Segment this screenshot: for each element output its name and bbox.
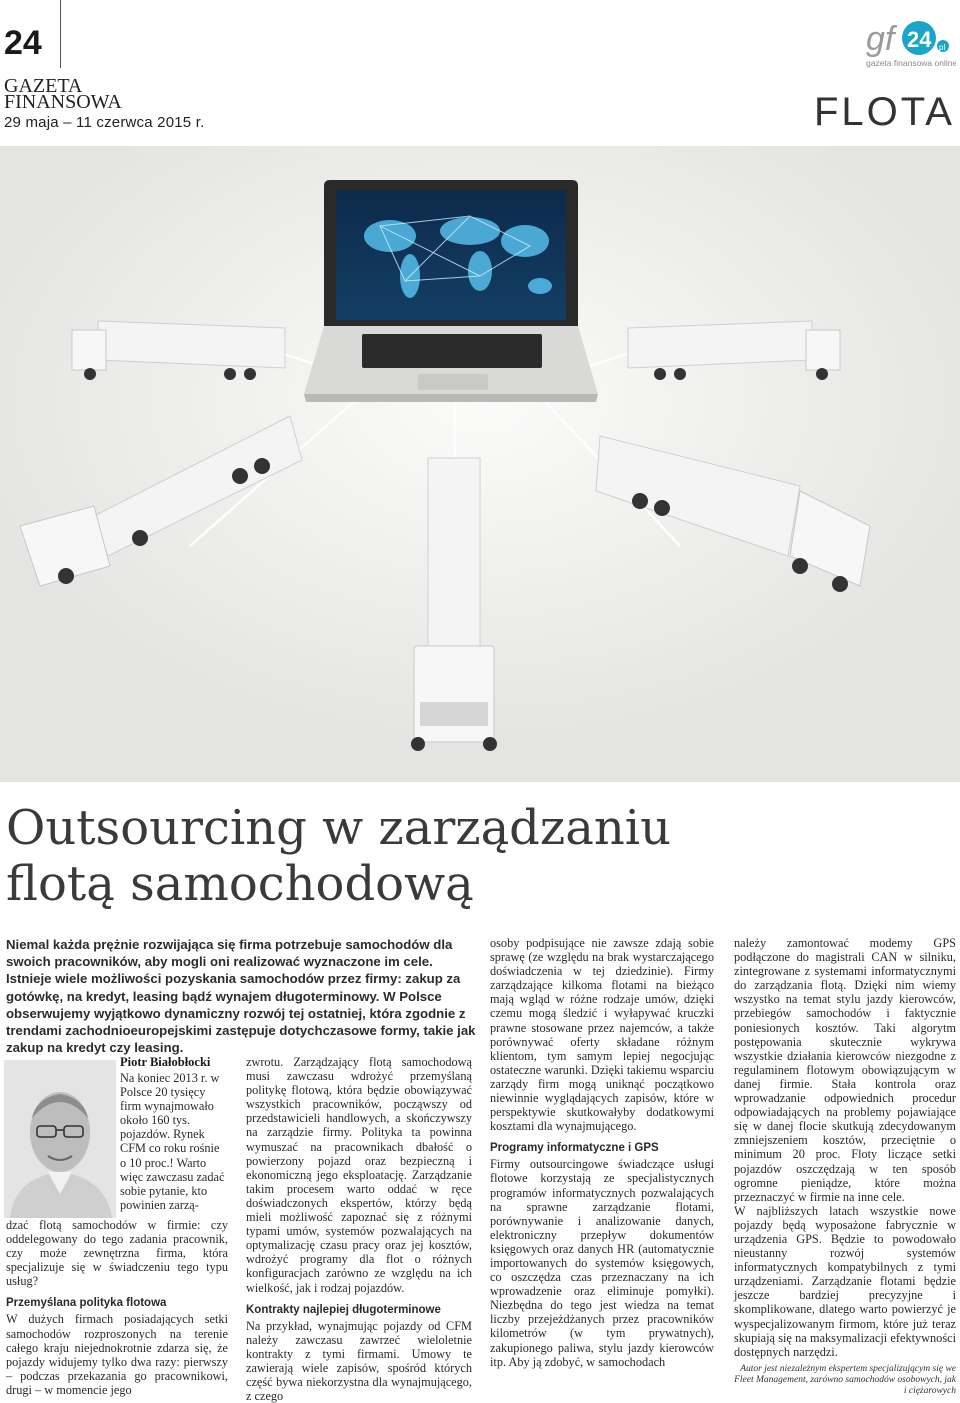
body-paragraph: osoby podpisujące nie zawsze zdają sobie sprawę (ze względu na brak wystarczającego doświadczenia w tej dziedzinie). Firmy zarządzające kilkoma flotami na bieżąco mają wgląd w różne rodzaje umów, dzięki czemu mogą śledzić i wyłapywać kruczki prawne stosowane przez najemców, a także porównywać oferty składane różnym klientom, tym samym lepiej negocjując ostateczne warunki. Dzięki takiemu wsparciu zarządy firm mogą uniknąć początkowo niewinnie wyglądających zapisów, które w perspektywie skutkowałyby dodatkowymi kosztami dla wynajmującego.	[490, 936, 714, 1134]
body-paragraph: Na przykład, wynajmując pojazdy od CFM należy zawczasu zawrzeć wieloletnie kontrakty z tymi firmami. Umowy te zawierają wiele zapisów, spośród których część bywa niekorzystna dla wynajmującego, z czego	[246, 1318, 472, 1403]
gf24-logo	[864, 10, 956, 70]
article-column	[734, 936, 956, 1359]
body-paragraph: W dużych firmach posiadających setki samochodów rozproszonych na terenie całego kraju niejednokrotnie zdarza się, że pojazdy widujemy tylko dwa razy: pierwszy – podczas przekazania go pracownikowi, drugi – w momencie jego	[6, 1312, 228, 1397]
article-subheading: Przemyślana polityka flotowa	[6, 1297, 167, 1310]
svg-text:gazeta finansowa online: gazeta finansowa online	[866, 58, 956, 68]
gf24-logo-icon	[864, 10, 956, 70]
body-paragraph: Na koniec 2013 r. w Polsce 20 tysięcy firm wynajmowało około 160 tys. pojazdów. Rynek CFM co roku rośnie o 10 proc.! Warto więc zawczasu zadać sobie pytanie, kto powinien zarzą-	[120, 1071, 225, 1212]
laptop-trucks-illustration-icon	[0, 146, 960, 782]
author-photo	[4, 1060, 116, 1218]
author-portrait-icon	[4, 1060, 116, 1218]
body-paragraph: dzać flotą samochodów w firmie: czy oddelegowany do tego zadania pracownik, czy może zewnętrzna firma, która specjalizuje się w świadczeniu tego typu usług?	[6, 1218, 228, 1289]
author-bio: Autor jest niezależnym ekspertem specjalizującym się we Fleet Management, zarówno samochodów osobowych, jak i ciężarowych	[734, 1364, 956, 1396]
headline-line: flotą samochodową	[6, 856, 474, 912]
svg-text:gf: gf	[866, 20, 895, 58]
article-lead: Niemal każda prężnie rozwijająca się firma potrzebuje samochodów dla swoich pracowników, aby mogli oni realizować wyznaczone im cele. Istnieje wiele możliwości pozyskania samochodów przez firmy: zakup za gotówkę, na kredyt, leasing bądź wynajem długoterminowy. W Polsce obserwujemy wyjątkowo dynamiczny rozwój tej ostatniej, która zgodnie z trendami zachodnioeuropejskimi zastępuje dotychczasowe formy, takie jak zakup na kredyt czy leasing.	[6, 937, 476, 1056]
article-subheading: Programy informatyczne i GPS	[490, 1142, 659, 1155]
article-subheading: Kontrakty najlepiej długoterminowe	[246, 1303, 441, 1316]
headline-line: Outsourcing w zarządzaniu	[6, 800, 671, 856]
svg-text:pl: pl	[939, 43, 946, 52]
svg-text:24: 24	[907, 27, 932, 52]
article-column	[120, 1071, 228, 1212]
header-divider	[60, 0, 61, 68]
body-paragraph: Firmy outsourcingowe świadczące usługi flotowe korzystają ze specjalistycznych programów informatycznych pozwalających na sprawne zarządzanie flotami, porównywanie i analizowanie danych, elektroniczny przepływ dokumentów księgowych oraz danych HR (automatycznie importowanych do systemów księgowych, co oszczędza czas przeznaczany na ich wprowadzenie oraz eliminuje pomyłki). Niezbędna do tego jest wiedza na temat liczby przejeżdżanych przez pracowników kilometrów (w tym prywatnych), zakupionego paliwa, stylu jazdy kierowców itp. Aby ją zdobyć, w samochodach	[490, 1157, 714, 1369]
masthead-line: FINANSOWA	[4, 91, 122, 113]
body-paragraph: należy zamontować modemy GPS podłączone do magistrali CAN w silniku, zintegrowane z systemami informatycznymi do zarządzania flotą. Dzięki nim wiemy wszystko na temat stylu jazdy kierowców, przebiegów samochodów i faktycznie poniesionych kosztów. Taki algorytm postępowania skutecznie wykrywa wszystkie działania kierowców niezgodne z regulaminem flotowym obowiązującym w danej firmie. Stała kontrola oraz wprowadzanie odpowiednich procedur odpowiadających na problemy pojawiające się w danej flocie skutkują zdecydowanym zmniejszeniem kosztów, przeciętnie o minimum 20 proc. Floty liczące setki pojazdów oszczędzają w ten sposób ogromne pieniądze, które można przeznaczyć w firmie na inne cele.	[734, 936, 956, 1204]
issue-date: 29 maja – 11 czerwca 2015 r.	[4, 114, 205, 131]
article-headline	[6, 800, 956, 912]
body-paragraph: W najbliższych latach wszystkie nowe pojazdy będą wyposażone fabrycznie w urządzenia GPS. Będzie to powodowało nieustanny rozwój systemów informatycznych kompatybilnych z tymi urządzeniami. Zarządzanie flotami będzie jeszcze bardziej precyzyjne i skomplikowane, dlatego warto powierzyć je wyspecjalizowanym firmom, które już teraz skupiają się na maksymalizacji efektywności dostępnych narzędzi.	[734, 1203, 956, 1359]
section-title: FLOTA	[814, 90, 955, 134]
masthead-line: GAZETA	[4, 75, 83, 97]
author-name: Piotr Białobłocki	[120, 1055, 211, 1069]
masthead	[4, 75, 122, 113]
body-paragraph: zwrotu. Zarządzający flotą samochodową musi zawczasu wdrożyć przemyślaną politykę flotową, która będzie obowiązywać wszystkich pracowników, począwszy od przedstawicieli handlowych, a skończywszy na zarządzie firmy. Polityka ta powinna wymuszać na pracownikach dbałość o powierzony pojazd oraz bezpieczną i ekonomiczną jego eksploatację. Zarządzanie takim procesem warto oddać w ręce doświadczonych ekspertów, którzy będą mieli możliwość zapoznać się z różnymi typami umów, systemów pozwalających na optymalizację czasu pracy oraz jej kosztów, wdrożyć programy dla flot o różnych konfiguracjach zarówno ze względu na ich wielkość, jak i rodzaj pojazdów.	[246, 1055, 472, 1295]
hero-image	[0, 146, 960, 782]
article-column	[6, 1218, 228, 1397]
page-number: 24	[4, 24, 42, 62]
article-column	[490, 936, 714, 1369]
article-column	[246, 1055, 472, 1403]
